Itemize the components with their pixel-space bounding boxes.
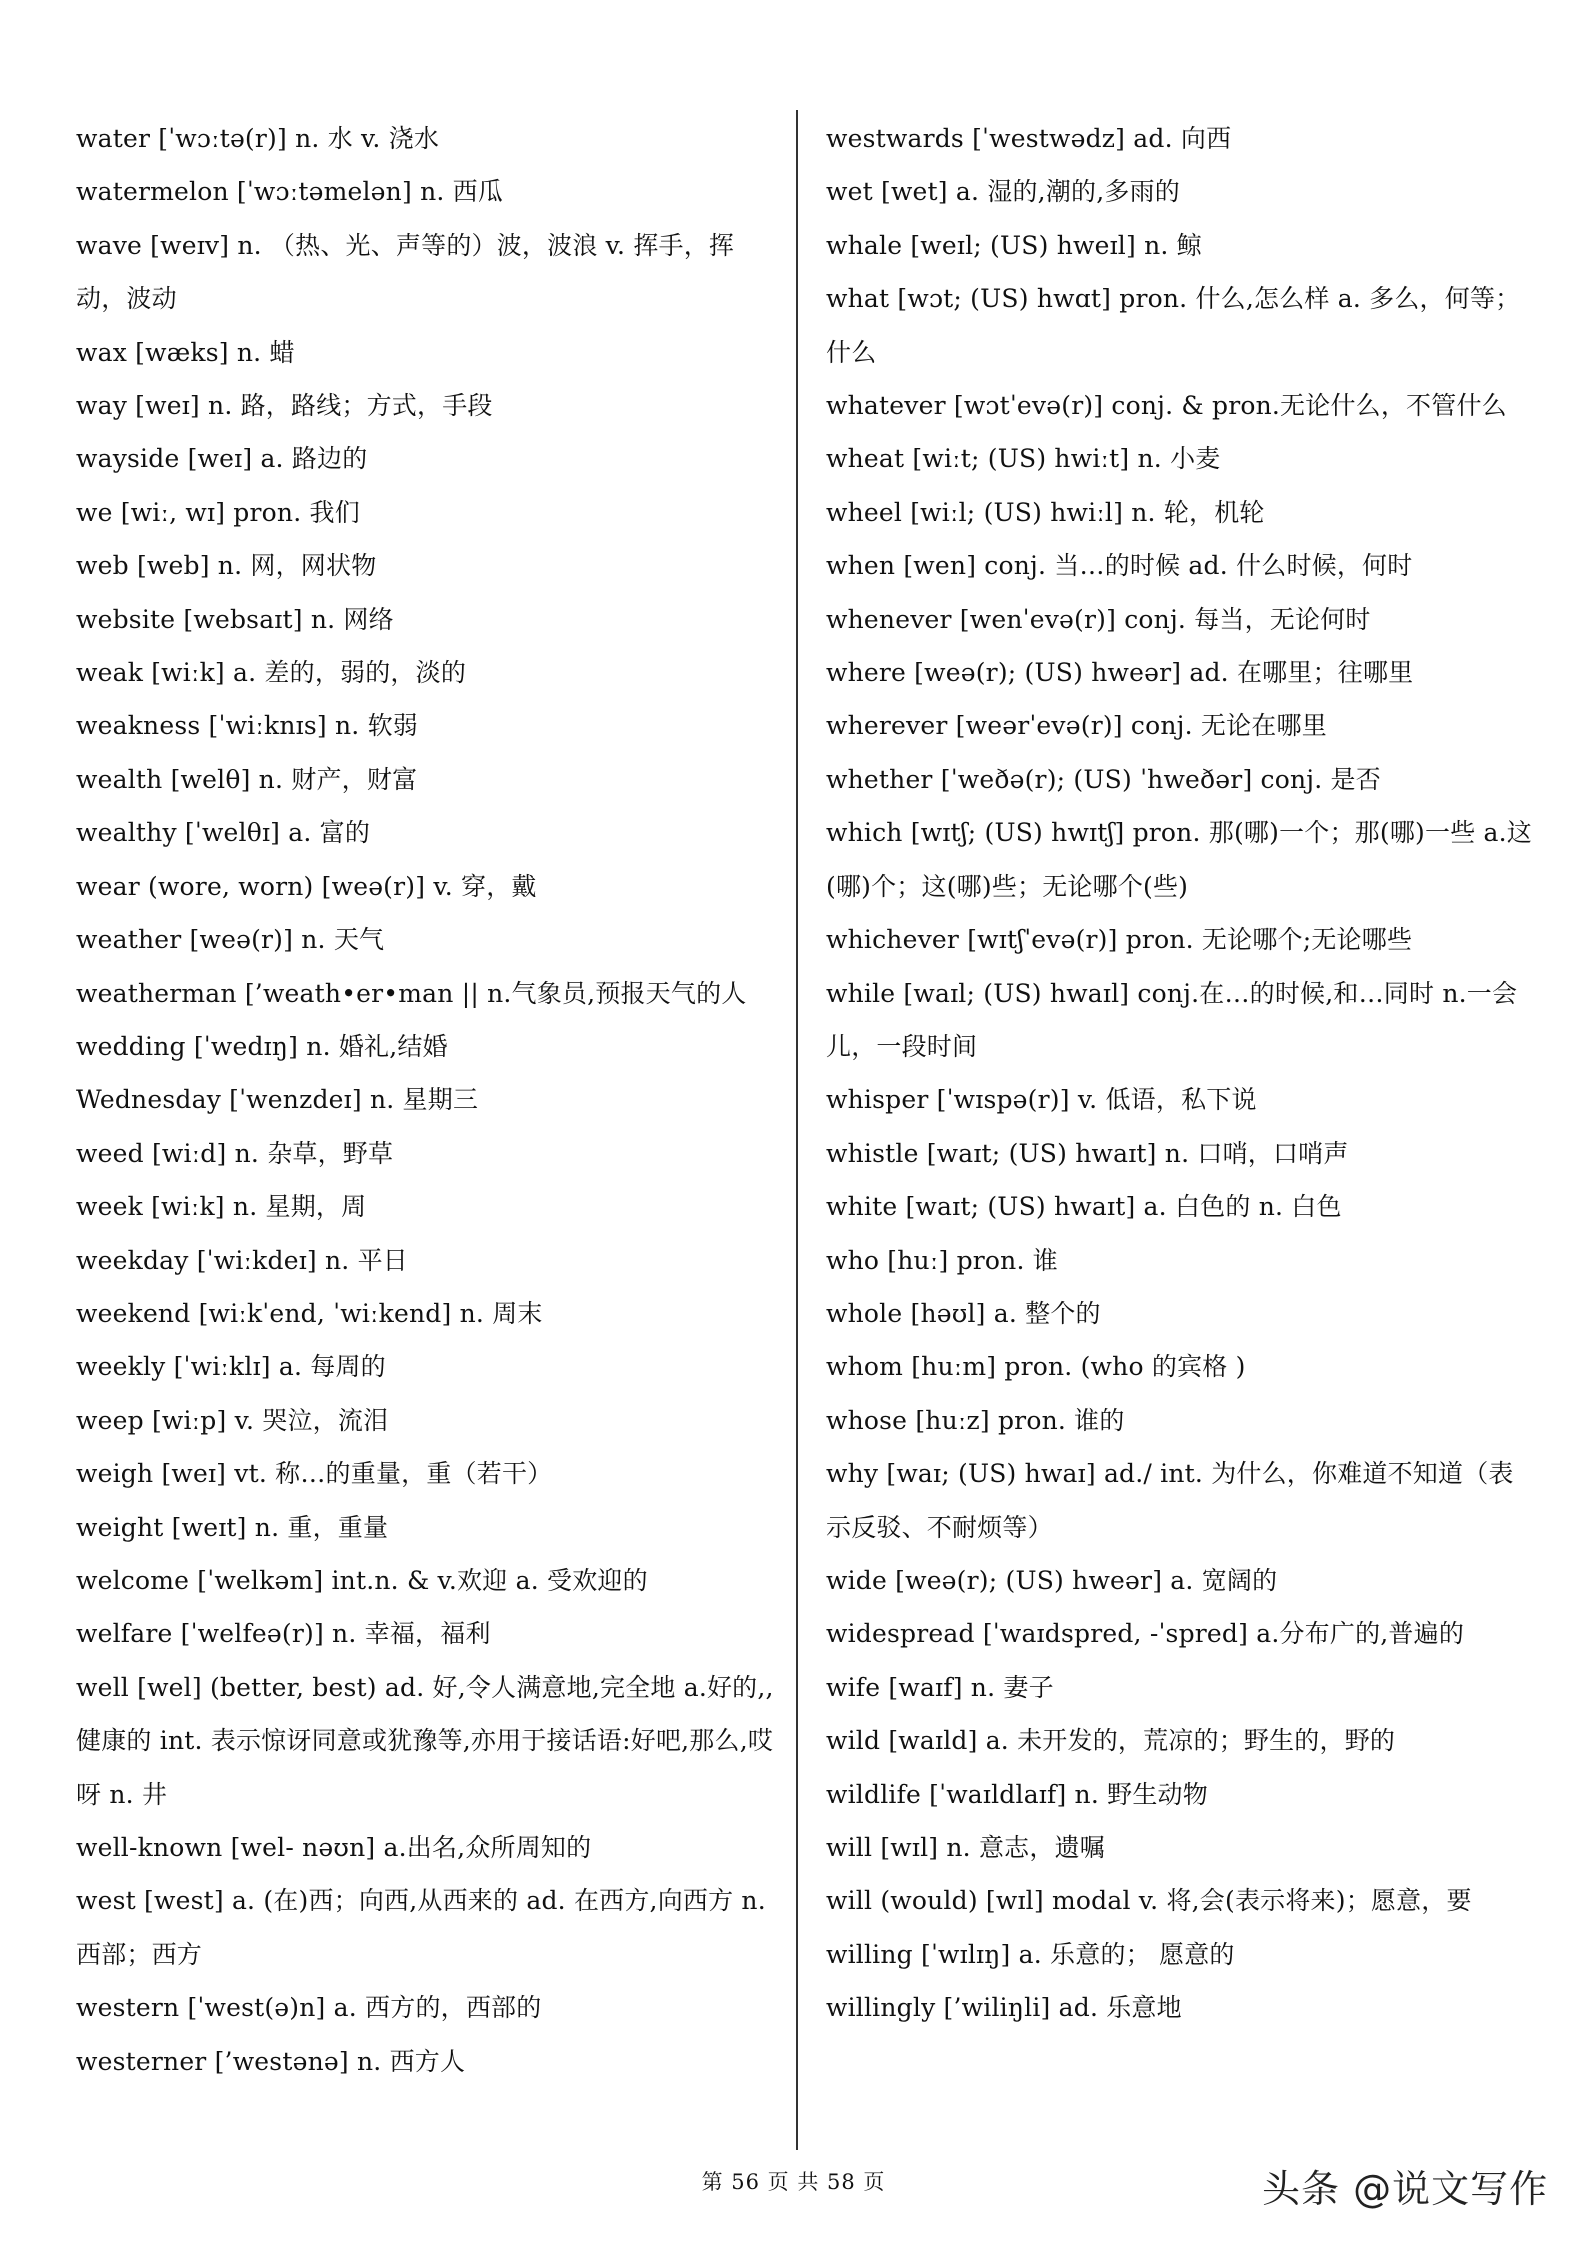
watermark: 头条 @说文写作	[1262, 2167, 1549, 2211]
dictionary-entry: weak [wiːk] a. 差的，弱的，淡的	[76, 658, 467, 688]
dictionary-entry: who [huː] pron. 谁	[826, 1245, 1058, 1275]
dictionary-entry: well [wel] (better, best) ad. 好,令人满意地,完全地 a.好的,,健康的 int. 表示惊讶同意或犹豫等,亦用于接话语:好吧,那么,哎呀 n. 井	[76, 1672, 774, 1809]
page-footer: 第 56 页 共 58 页	[701, 2170, 886, 2194]
dictionary-entry: wild [waɪld] a. 未开发的，荒凉的；野生的，野的	[826, 1726, 1396, 1756]
dictionary-entry: weekend [wiːkˈend, ˈwiːkend] n. 周末	[76, 1298, 543, 1328]
dictionary-entry: welfare [ˈwelfeə(r)] n. 幸福，福利	[76, 1619, 491, 1649]
dictionary-entry: website [websaɪt] n. 网络	[76, 604, 394, 634]
dictionary-entry: why [waɪ; (US) hwaɪ] ad./ int. 为什么，你难道不知道（表示反驳、不耐烦等）	[826, 1459, 1514, 1542]
dictionary-entry: whale [weɪl; (US) hweɪl] n. 鲸	[826, 230, 1202, 260]
dictionary-entry: weep [wiːp] v. 哭泣，流泪	[76, 1405, 389, 1435]
dictionary-entry: while [waɪl; (US) hwaɪl] conj.在…的时候,和…同时 n.一会儿，一段时间	[826, 978, 1518, 1061]
dictionary-entry: whom [huːm] pron. (who 的宾格 )	[826, 1352, 1246, 1382]
dictionary-entry: whistle [waɪt; (US) hwaɪt] n. 口哨，口哨声	[826, 1138, 1349, 1168]
dictionary-entry: wet [wet] a. 湿的,潮的,多雨的	[826, 177, 1180, 207]
left-column	[76, 112, 781, 2088]
dictionary-entry: well-known [wel- nəʊn] a.出名,众所周知的	[76, 1833, 592, 1862]
dictionary-entry: weatherman [’weath•er•man || n.气象员,预报天气的人	[76, 978, 747, 1008]
dictionary-entry: wealthy [ˈwelθɪ] a. 富的	[76, 818, 371, 848]
dictionary-entry: welcome [ˈwelkəm] int.n. & v.欢迎 a. 受欢迎的	[76, 1565, 648, 1595]
dictionary-entry: whenever [wenˈevə(r)] conj. 每当，无论何时	[826, 604, 1371, 634]
dictionary-entry: will [wɪl] n. 意志，遗嘱	[826, 1833, 1105, 1862]
dictionary-entry: white [waɪt; (US) hwaɪt] a. 白色的 n. 白色	[826, 1192, 1342, 1222]
dictionary-entry: widespread [ˈwaɪdspred, -ˈspred] a.分布广的,普遍的	[826, 1619, 1465, 1649]
dictionary-entry: willingly [’wiliŋli] ad. 乐意地	[826, 1993, 1182, 2023]
dictionary-entry: Wednesday [ˈwenzdeɪ] n. 星期三	[76, 1085, 479, 1115]
column-divider	[796, 110, 798, 2150]
dictionary-entry: web [web] n. 网，网状物	[76, 551, 377, 581]
dictionary-entry: westerner [’westənə] n. 西方人	[76, 2046, 466, 2076]
dictionary-entry: weed [wiːd] n. 杂草，野草	[76, 1138, 394, 1168]
dictionary-entry: wax [wæks] n. 蜡	[76, 337, 295, 367]
dictionary-entry: west [west] a. (在)西；向西,从西来的 ad. 在西方,向西方 n.西部；西方	[76, 1886, 766, 1969]
dictionary-entry: week [wiːk] n. 星期，周	[76, 1192, 367, 1222]
dictionary-entry: watermelon [ˈwɔːtəmelən] n. 西瓜	[76, 177, 504, 207]
right-column	[826, 112, 1538, 2035]
dictionary-entry: whole [həʊl] a. 整个的	[826, 1298, 1101, 1328]
dictionary-entry: where [weə(r); (US) hweər] ad. 在哪里；往哪里	[826, 658, 1414, 688]
dictionary-entry: weigh [weɪ] vt. 称…的重量，重（若干）	[76, 1459, 553, 1489]
dictionary-entry: whatever [wɔtˈevə(r)] conj. & pron.无论什么，不管什么	[826, 391, 1507, 421]
dictionary-entry: wide [weə(r); (US) hweər] a. 宽阔的	[826, 1565, 1278, 1595]
dictionary-entry: wave [weɪv] n. （热、光、声等的）波，波浪 v. 挥手，挥动，波动	[76, 230, 735, 314]
dictionary-entry: way [weɪ] n. 路，路线；方式，手段	[76, 391, 493, 421]
dictionary-entry: weight [weɪt] n. 重，重量	[76, 1512, 389, 1542]
dictionary-entry: water [ˈwɔːtə(r)] n. 水 v. 浇水	[76, 124, 440, 153]
dictionary-entry: whether [ˈweðə(r); (US) ˈhweðər] conj. 是否	[826, 764, 1381, 794]
dictionary-entry: when [wen] conj. 当…的时候 ad. 什么时候，何时	[826, 551, 1413, 581]
dictionary-entry: western [ˈwest(ə)n] a. 西方的，西部的	[76, 1993, 542, 2023]
dictionary-entry: weekly [ˈwiːklɪ] a. 每周的	[76, 1352, 386, 1382]
dictionary-entry: whichever [wɪtʃˈevə(r)] pron. 无论哪个;无论哪些	[826, 925, 1413, 955]
dictionary-entry: whisper [ˈwɪspə(r)] v. 低语，私下说	[826, 1085, 1257, 1115]
dictionary-entry: willing [ˈwɪlɪŋ] a. 乐意的； 愿意的	[826, 1939, 1235, 1969]
dictionary-entry: weakness [ˈwiːknɪs] n. 软弱	[76, 711, 418, 741]
dictionary-entry: what [wɔt; (US) hwɑt] pron. 什么,怎么样 a. 多么，何等；什么	[826, 284, 1521, 367]
dictionary-entry: will (would) [wɪl] modal v. 将,会(表示将来)；愿意，要	[826, 1886, 1472, 1916]
dictionary-entry: wheel [wiːl; (US) hwiːl] n. 轮，机轮	[826, 497, 1265, 527]
dictionary-entry: wayside [weɪ] a. 路边的	[76, 444, 368, 474]
dictionary-entry: westwards [ˈwestwədz] ad. 向西	[826, 124, 1232, 153]
dictionary-entry: weather [weə(r)] n. 天气	[76, 925, 385, 955]
dictionary-entry: weekday [ˈwiːkdeɪ] n. 平日	[76, 1245, 408, 1275]
dictionary-entry: wildlife [ˈwaɪldlaɪf] n. 野生动物	[826, 1779, 1208, 1809]
dictionary-entry: wife [waɪf] n. 妻子	[826, 1672, 1054, 1702]
dictionary-entry: wear (wore, worn) [weə(r)] v. 穿，戴	[76, 871, 537, 901]
dictionary-entry: wedding [ˈwedɪŋ] n. 婚礼,结婚	[76, 1031, 448, 1061]
dictionary-entry: whose [huːz] pron. 谁的	[826, 1405, 1125, 1435]
dictionary-entry: wherever [weərˈevə(r)] conj. 无论在哪里	[826, 711, 1327, 741]
dictionary-entry: which [wɪtʃ; (US) hwɪtʃ] pron. 那(哪)一个；那(哪)一些 a.这(哪)个；这(哪)些；无论哪个(些)	[826, 818, 1532, 901]
dictionary-entry: we [wiː, wɪ] pron. 我们	[76, 497, 360, 527]
dictionary-entry: wealth [welθ] n. 财产，财富	[76, 764, 418, 794]
dictionary-entry: wheat [wiːt; (US) hwiːt] n. 小麦	[826, 444, 1221, 474]
